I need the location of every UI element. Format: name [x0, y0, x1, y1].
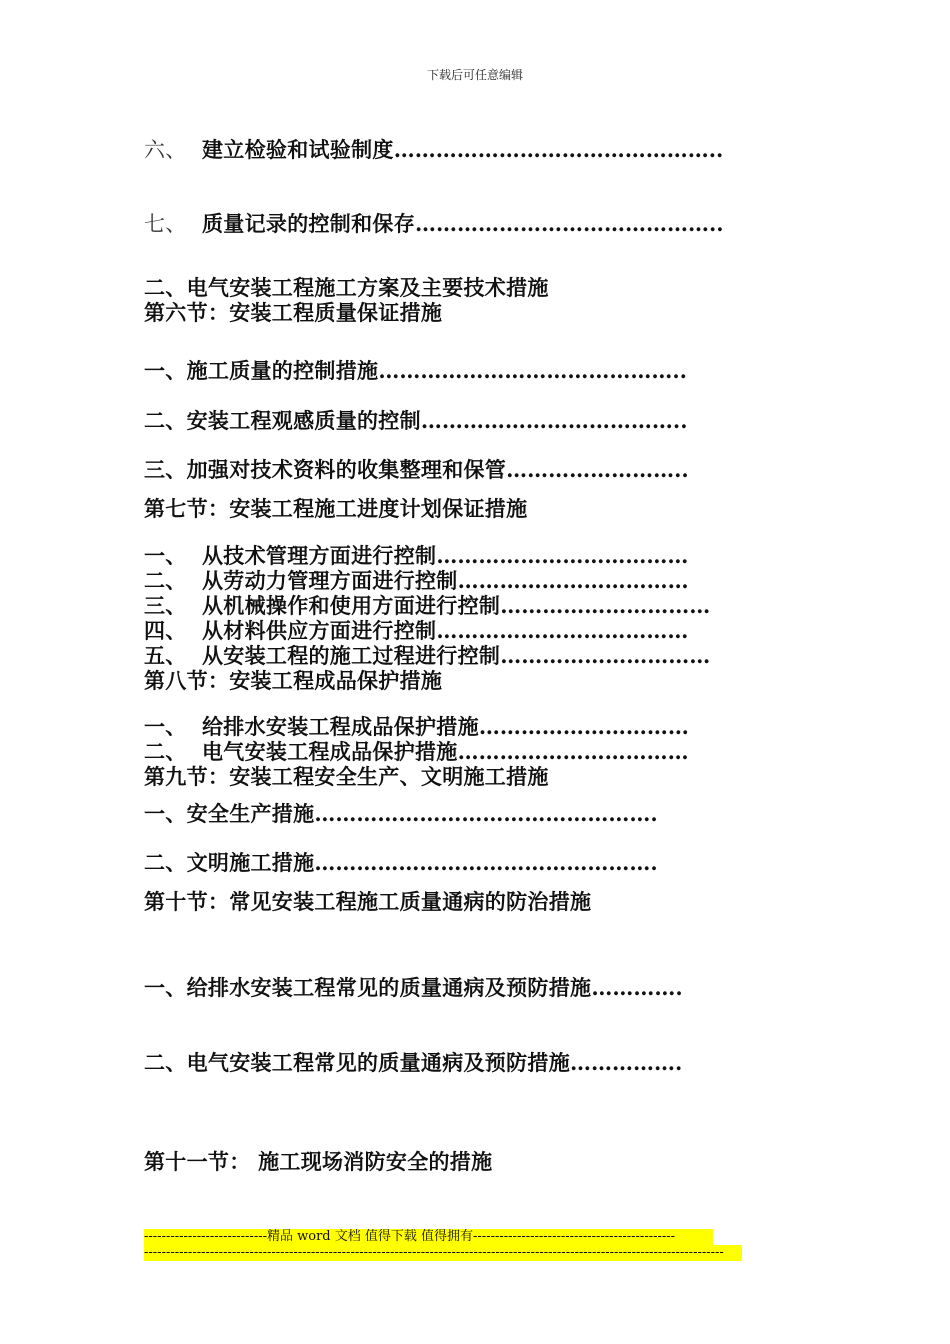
section-heading [144, 496, 527, 522]
toc-title: 从材料供应方面进行控制 [202, 618, 437, 643]
page-footer [144, 1229, 742, 1261]
toc-line [144, 457, 689, 483]
toc-title: 第九节：安装工程安全生产、文明施工措施 [144, 764, 549, 789]
toc-leader: …………………………………………. [314, 850, 658, 875]
toc-leader: …………. [591, 975, 683, 1000]
toc-title: 一、给排水安装工程常见的质量通病及预防措施 [144, 975, 592, 1000]
toc-leader: ……………………………… [436, 618, 689, 643]
toc-title: 质量记录的控制和保存 [202, 211, 415, 236]
toc-leader: ……………………………………….. [393, 137, 724, 162]
section-heading [144, 1149, 492, 1175]
toc-leader: …………………………………….. [378, 358, 687, 383]
toc-number: 二、 [144, 568, 187, 593]
toc-line [144, 975, 683, 1001]
toc-line [144, 568, 689, 594]
toc-title: 从安装工程的施工过程进行控制 [202, 643, 501, 668]
toc-leader: ………………………… [478, 714, 689, 739]
footer-banner: ----------------------------精品 word 文档 值得下载 值得拥有---------------------------------------------- [144, 1229, 713, 1245]
toc-line [144, 408, 688, 434]
toc-leader: …………………………… [457, 568, 689, 593]
toc-line [144, 543, 688, 569]
toc-line [144, 739, 689, 765]
toc-title: 一、安全生产措施 [144, 801, 315, 826]
toc-number: 一、 [144, 714, 187, 739]
toc-title: 第六节：安装工程质量保证措施 [144, 300, 443, 325]
toc-line [144, 593, 710, 619]
toc-title: 二、安装工程观感质量的控制 [144, 408, 421, 433]
toc-title: 给排水安装工程成品保护措施 [202, 714, 479, 739]
toc-leader: …………………….. [506, 457, 689, 482]
toc-number: 二、 [144, 739, 187, 764]
toc-title: 从技术管理方面进行控制 [202, 543, 437, 568]
footer-rule: ------------------------------------------------------------------------------------------------------------------------------------ [144, 1245, 742, 1261]
toc-number: 六、 [144, 138, 187, 162]
toc-title: 二、电气安装工程常见的质量通病及预防措施 [144, 1050, 570, 1075]
toc-number: 四、 [144, 618, 187, 643]
toc-title: 三、加强对技术资料的收集整理和保管 [144, 457, 507, 482]
toc-number: 三、 [144, 593, 187, 618]
toc-line [144, 358, 687, 384]
toc-title: 一、施工质量的控制措施 [144, 358, 379, 383]
toc-title: 第八节：安装工程成品保护措施 [144, 668, 443, 693]
toc-title: 第十节：常见安装工程施工质量通病的防治措施 [144, 889, 592, 914]
toc-title: 建立检验和试验制度 [202, 137, 394, 162]
section-heading [144, 668, 442, 694]
section-heading [144, 300, 442, 326]
toc-number: 七、 [144, 212, 187, 236]
toc-leader: ……………. [570, 1050, 683, 1075]
toc-leader: …………………………………………. [314, 801, 658, 826]
toc-line [144, 714, 689, 740]
toc-line [144, 211, 724, 237]
toc-title: 从劳动力管理方面进行控制 [202, 568, 458, 593]
toc-title: 从机械操作和使用方面进行控制 [202, 593, 501, 618]
toc-leader: ………………………… [500, 593, 711, 618]
toc-leader: ……………………………… [436, 543, 689, 568]
toc-line [144, 618, 688, 644]
toc-leader: …………………………………….. [415, 211, 724, 236]
toc-title: 第七节：安装工程施工进度计划保证措施 [144, 496, 528, 521]
toc-line [144, 1050, 682, 1076]
section-heading [144, 275, 549, 301]
toc-title: 二、电气安装工程施工方案及主要技术措施 [144, 275, 549, 300]
toc-title: 二、文明施工措施 [144, 850, 315, 875]
toc-line [144, 643, 710, 669]
toc-line [144, 850, 658, 876]
toc-line [144, 137, 723, 163]
page-header: 下载后可任意编辑 [426, 68, 523, 82]
section-heading [144, 889, 591, 915]
toc-number: 五、 [144, 643, 187, 668]
toc-leader: ………………………… [500, 643, 711, 668]
toc-number: 一、 [144, 543, 187, 568]
toc-title: 电气安装工程成品保护措施 [202, 739, 458, 764]
toc-line [144, 801, 658, 827]
toc-leader: ……………………………….. [420, 408, 688, 433]
section-heading [144, 764, 549, 790]
toc-title: 第十一节： 施工现场消防安全的措施 [144, 1149, 493, 1174]
toc-leader: …………………………… [457, 739, 689, 764]
